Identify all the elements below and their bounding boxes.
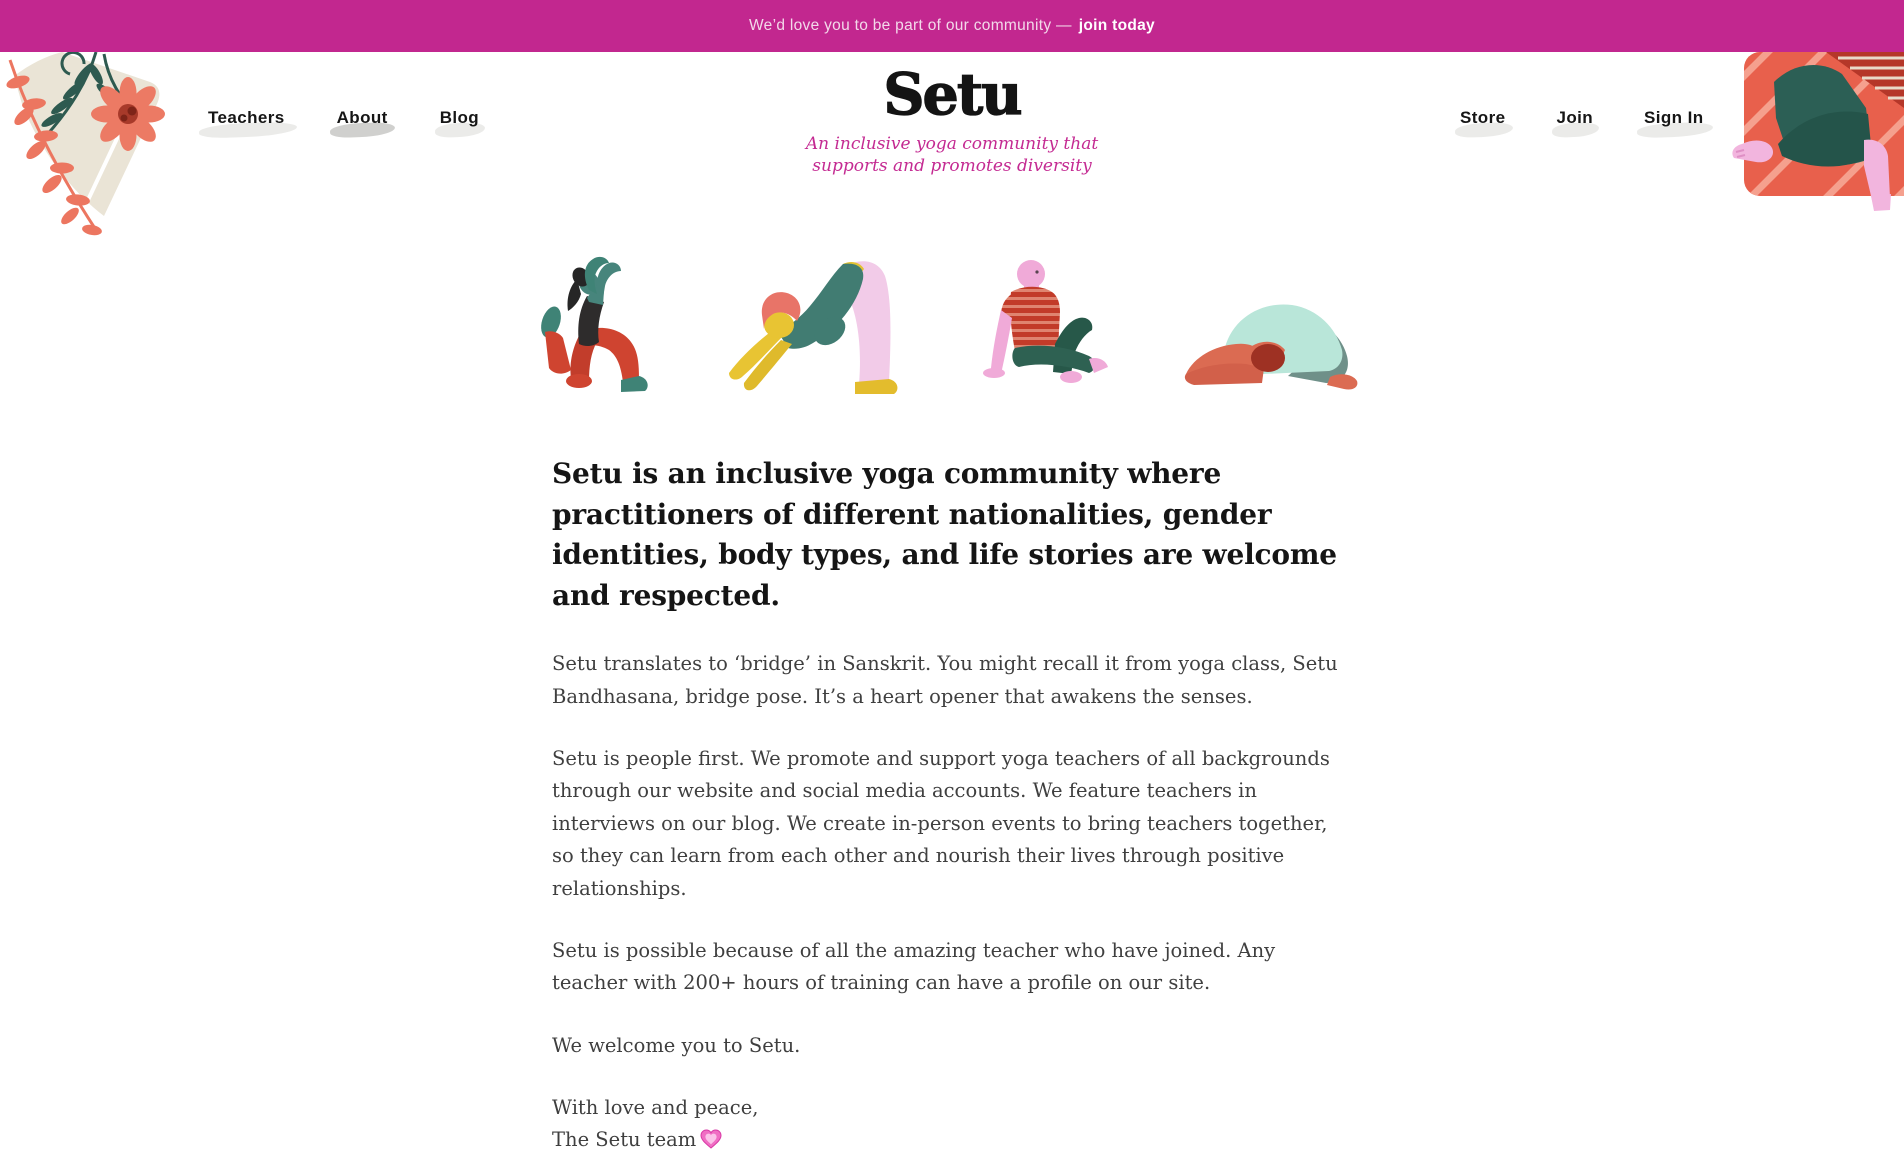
signoff (552, 1092, 1352, 1157)
signoff-team-text: The Setu team (552, 1128, 697, 1152)
paragraph-people-first: Setu is people first. We promote and support yoga teachers of all backgrounds through our website and social media accounts. We feature teachers in interviews on our blog. We create in-person events to bring teachers together, so they can learn from each other and nourish their lives through positive relationships. (552, 747, 1330, 900)
nav-item-sign-in[interactable]: Sign In (1644, 108, 1704, 127)
join-today-link[interactable]: join today (1078, 17, 1155, 34)
main-nav-left (208, 108, 479, 128)
pink-heart-icon (700, 1129, 722, 1149)
yoga-pose-illustrations-row (537, 250, 1367, 402)
nav-item-join[interactable]: Join (1556, 108, 1594, 127)
illustration-downward-dog-pregnant-pose (717, 252, 912, 402)
page-heading: Setu is an inclusive yoga community where practitioners of different nationalities, gender identities, body types, and life stories are welcome and respected. (552, 457, 1337, 612)
person-sitting-on-striped-mat-illustration (1714, 46, 1904, 218)
site-header (0, 52, 1904, 204)
illustration-childs-pose (1172, 290, 1367, 402)
main-nav-right (1460, 108, 1703, 128)
flower-branch-illustration (0, 52, 200, 252)
tagline-line-2: supports and promotes diversity (812, 156, 1092, 177)
tagline-line-1: An inclusive yoga community that (805, 134, 1099, 154)
nav-item-store[interactable]: Store (1460, 108, 1506, 127)
paragraph-teachers-joined: Setu is possible because of all the amazing teacher who have joined. Any teacher with 200+ hours of training can have a profile on our site. (552, 938, 1276, 995)
site-tagline (806, 133, 1098, 177)
signoff-line-1: With love and peace, (552, 1095, 759, 1119)
nav-item-blog[interactable]: Blog (439, 108, 480, 127)
illustration-seated-twist-pose (967, 252, 1117, 402)
promo-banner-message: We’d love you to be part of our community — (749, 17, 1072, 34)
paragraph-bridge-meaning: Setu translates to ‘bridge’ in Sanskrit. You might recall it from yoga class, Setu Bandhasana, bridge pose. It’s a heart opener that awakens the senses. (552, 652, 1338, 708)
site-logo[interactable]: Setu (883, 61, 1021, 128)
about-content (552, 454, 1352, 1157)
illustration-low-lunge-backbend-pose (537, 250, 662, 402)
promo-banner (0, 0, 1904, 52)
nav-item-teachers[interactable]: Teachers (208, 108, 285, 127)
paragraph-welcome: We welcome you to Setu. (552, 1033, 801, 1057)
logo-block (805, 61, 1099, 177)
signoff-line-2 (552, 1124, 1352, 1156)
nav-item-about[interactable]: About (336, 108, 388, 127)
